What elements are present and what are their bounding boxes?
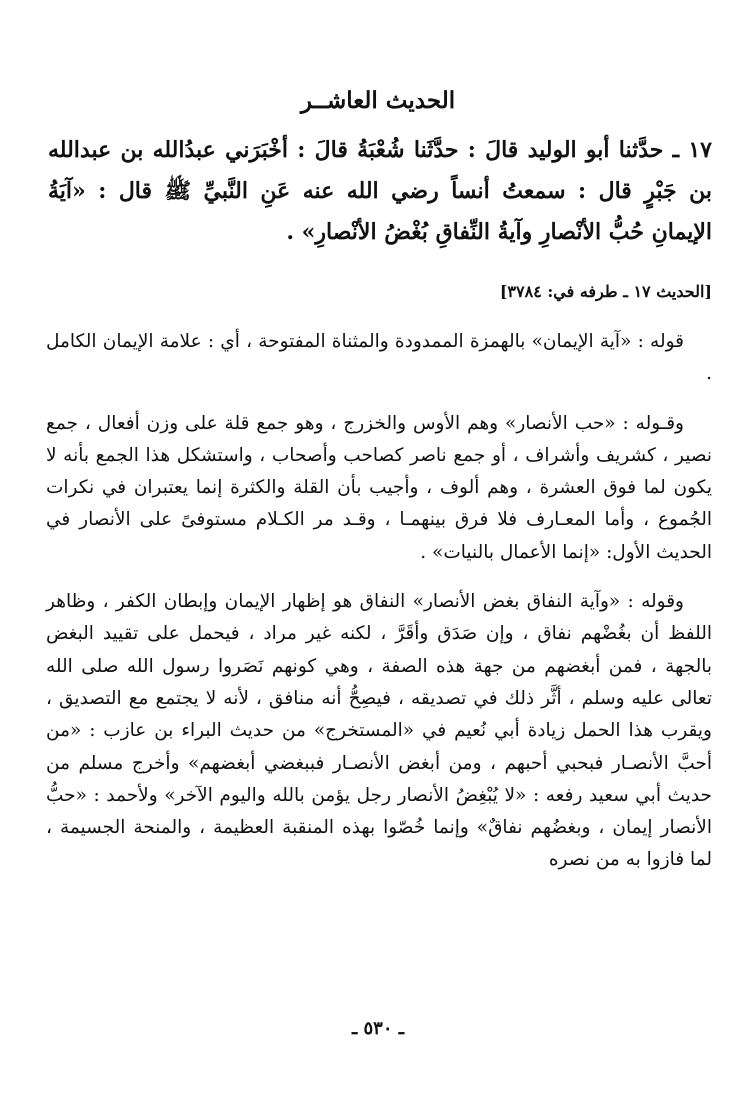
commentary <box>46 326 712 894</box>
cross-reference: [الحديث ١٧ ـ طرفه في: ٣٧٨٤] <box>499 282 712 301</box>
commentary-paragraph: قوله : «آية الإيمان» بالهمزة الممدودة والمثناة المفتوحة ، أي : علامة الإيمان الكامل . <box>46 331 712 385</box>
commentary-paragraph: وقوله : «وآية النفاق بغض الأنصار» النفاق هو إظهار الإيمان وإبطان الكفر ، وظاهر اللفظ أن بغُضْهم نفاق ، وإن صَدَق وأقَرَّ ، لكنه غير مراد ، فيحمل على تقييد البغض بالجهة ، فمن أبغضهم من جهة هذه الصفة ، وهي كونهم نَصَروا رسول الله صلى الله تعالى عليه وسلم ، أثَّر ذلك في تصديقه ، فيصِحُّ أنه منافق ، لأنه لا يجتمع مع التصديق ، ويقرب هذا الحمل زيادة أبي نُعيم في «المستخرج» من حديث البراء بن عازب : «من أحبَّ الأنصـار فبحبي أحبهم ، ومن أبغض الأنصـار فببغضي أبغضهم» وأخرج مسلم من حديث أبي سعيد رفعه : «لا يُبْغِضُ الأنصار رجل يؤمن بالله واليوم الآخر» ولأحمد : «حبُّ الأنصار إيمان ، وبغضُهم نفاقٌ» وإنما خُصّوا بهذه المنقبة العظيمة ، والمنحة الجسيمة ، لما فازوا به من نصره <box>46 591 712 871</box>
hadith-text: ١٧ ـ حدَّثنا أبو الوليد قالَ : حدَّثَنا شُعْبَةُ قالَ : أخْبَرَني عبدُالله بن عبدالله بن جَبْرٍ قال : سمعتُ أنساً رضي الله عنه عَنِ النَّبيِّ ﷺ قال : «آيَةُ الإيمانِ حُبُّ الأنْصارِ وآيةُ النِّفاقِ بُغْضُ الأنْصارِ» . <box>48 137 712 245</box>
commentary-paragraph: وقـوله : «حب الأنصار» وهم الأوس والخزرج ، وهو جمع قلة على وزن أفعال ، جمع نصير ، كشريف وأشراف ، أو جمع ناصر كصاحب وأصحاب ، واستشكل هذا الجمع بأنه لا يكون لما فوق العشرة ، وهم ألوف ، وأجيب بأن القلة والكثرة إنما يعتبران في نكرات الجُموع ، وأما المعـارف فلا فرق بينهمـا ، وقـد مر الكـلام مستوفىً على الأنصار في الحديث الأول: «إنما الأعمال بالنيات» . <box>46 412 712 563</box>
page-number: ـ ٥٣٠ ـ <box>351 1018 405 1039</box>
chapter-heading: الحديث العاشــر <box>300 87 456 114</box>
